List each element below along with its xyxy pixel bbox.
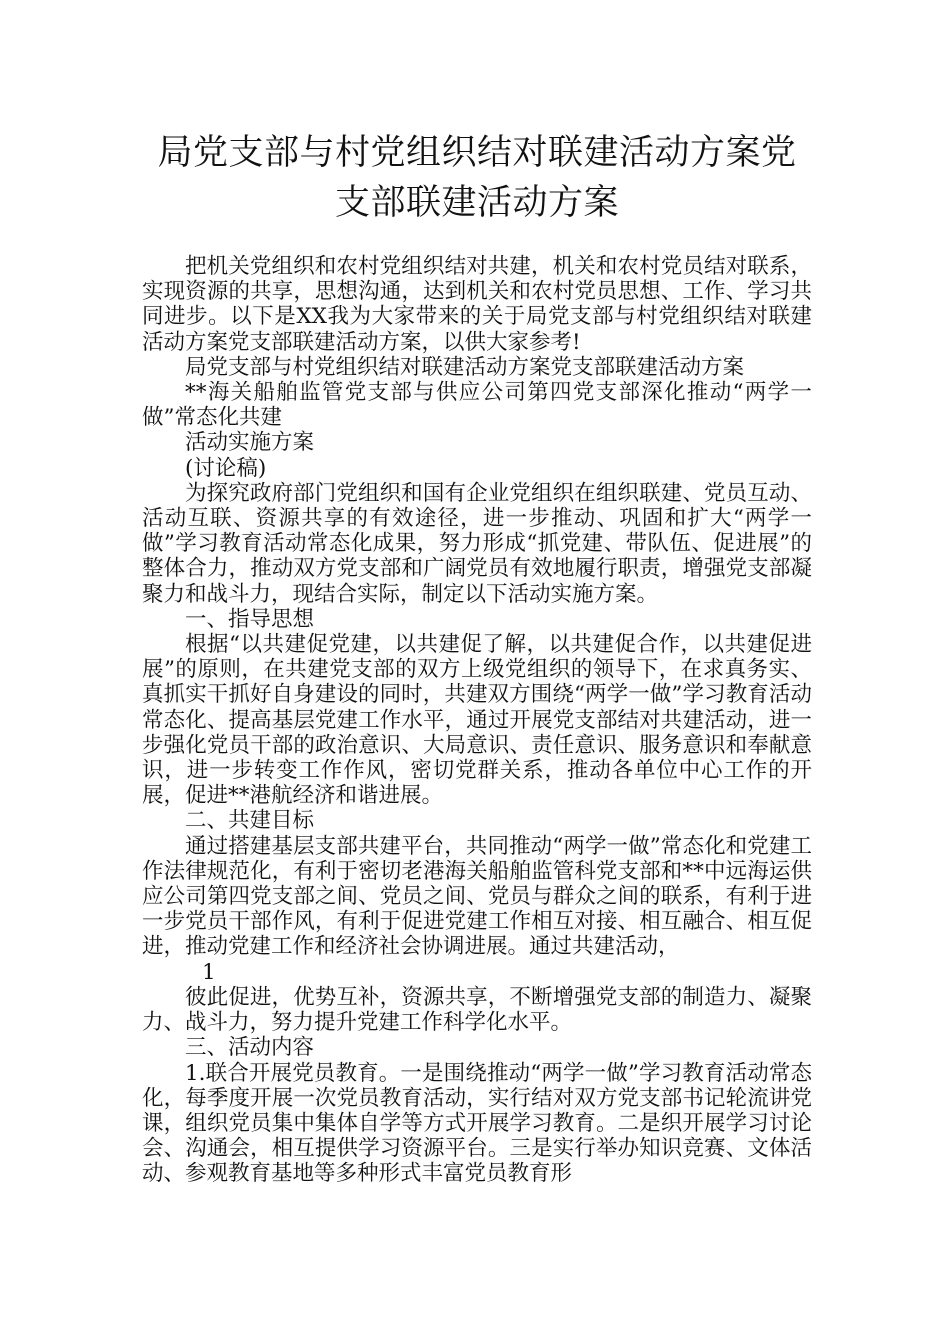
goal-paragraph-cont: 彼此促进，优势互补，资源共享，不断增强党支部的制造力、凝聚力、战斗力，努力提升党建工作科学化水平。: [142, 984, 812, 1036]
section-heading: 二、共建目标: [185, 808, 315, 834]
title-line-2: 支部联建活动方案: [334, 183, 619, 223]
goal-paragraph: 通过搭建基层支部共建平台，共同推动“两学一做”常态化和党建工作法律规范化，有利于密切老港海关船舶监管科党支部和**中远海运供应公司第四党支部之间、党员之间、党员与群众之间的联系，有利于进一步党员干部作风，有利于促进党建工作相互对接、相互融合、相互促进，推动党建工作和经济社会协调进展。通过共建活动，: [142, 833, 812, 960]
guiding-paragraph: 根据“以共建促党建，以共建促了解，以共建促合作，以共建促进展”的原则，在共建党支部的双方上级党组织的领导下，在求真务实、真抓实干抓好自身建设的同时，共建双方围绕“两学一做”学习教育活动常态化、提高基层党建工作水平，通过开展党支部结对共建活动，进一步强化党员干部的政治意识、大局意识、责任意识、服务意识和奉献意识，进一步转变工作作风，密切党群关系，推动各单位中心工作的开展，促进**港航经济和谐进展。: [142, 632, 812, 809]
plan-heading-2: 活动实施方案: [185, 430, 315, 456]
section-heading: 一、指导思想: [185, 606, 315, 632]
subtitle-paragraph: 局党支部与村党组织结对联建活动方案党支部联建活动方案: [185, 354, 745, 380]
content-paragraph: 1.联合开展党员教育。一是围绕推动“两学一做”学习教育活动常态化，每季度开展一次党员教育活动，实行结对双方党支部书记轮流讲党课，组织党员集中集体自学等方式开展学习教育。二是织开展学习讨论会、沟通会，相互提供学习资源平台。三是实行举办知识竞赛、文体活动、参观教育基地等多种形式丰富党员教育形: [142, 1060, 812, 1187]
title-line-1: 局党支部与村党组织结对联建活动方案党: [157, 133, 797, 173]
section-heading: 三、活动内容: [185, 1035, 315, 1061]
purpose-paragraph: 为探究政府部门党组织和国有企业党组织在组织联建、党员互动、活动互联、资源共享的有效途径，进一步推动、巩固和扩大“两学一做”学习教育活动常态化成果，努力形成“抓党建、带队伍、促进展”的整体合力，推动双方党支部和广阔党员有效地履行职责，增强党支部凝聚力和战斗力，现结合实际，制定以下活动实施方案。: [142, 480, 812, 607]
intro-paragraph: 把机关党组织和农村党组织结对共建，机关和农村党员结对联系，实现资源的共享，思想沟通，达到机关和农村党员思想、工作、学习共同进步。以下是XX我为大家带来的关于局党支部与村党组织结对联建活动方案党支部联建活动方案，以供大家参考!: [142, 254, 812, 355]
page-number: 1: [202, 959, 216, 985]
document-body: [142, 254, 812, 1187]
document-title: [142, 128, 812, 228]
plan-heading: **海关船舶监管党支部与供应公司第四党支部深化推动“两学一做”常态化共建: [142, 380, 812, 431]
draft-note: (讨论稿): [185, 455, 267, 481]
